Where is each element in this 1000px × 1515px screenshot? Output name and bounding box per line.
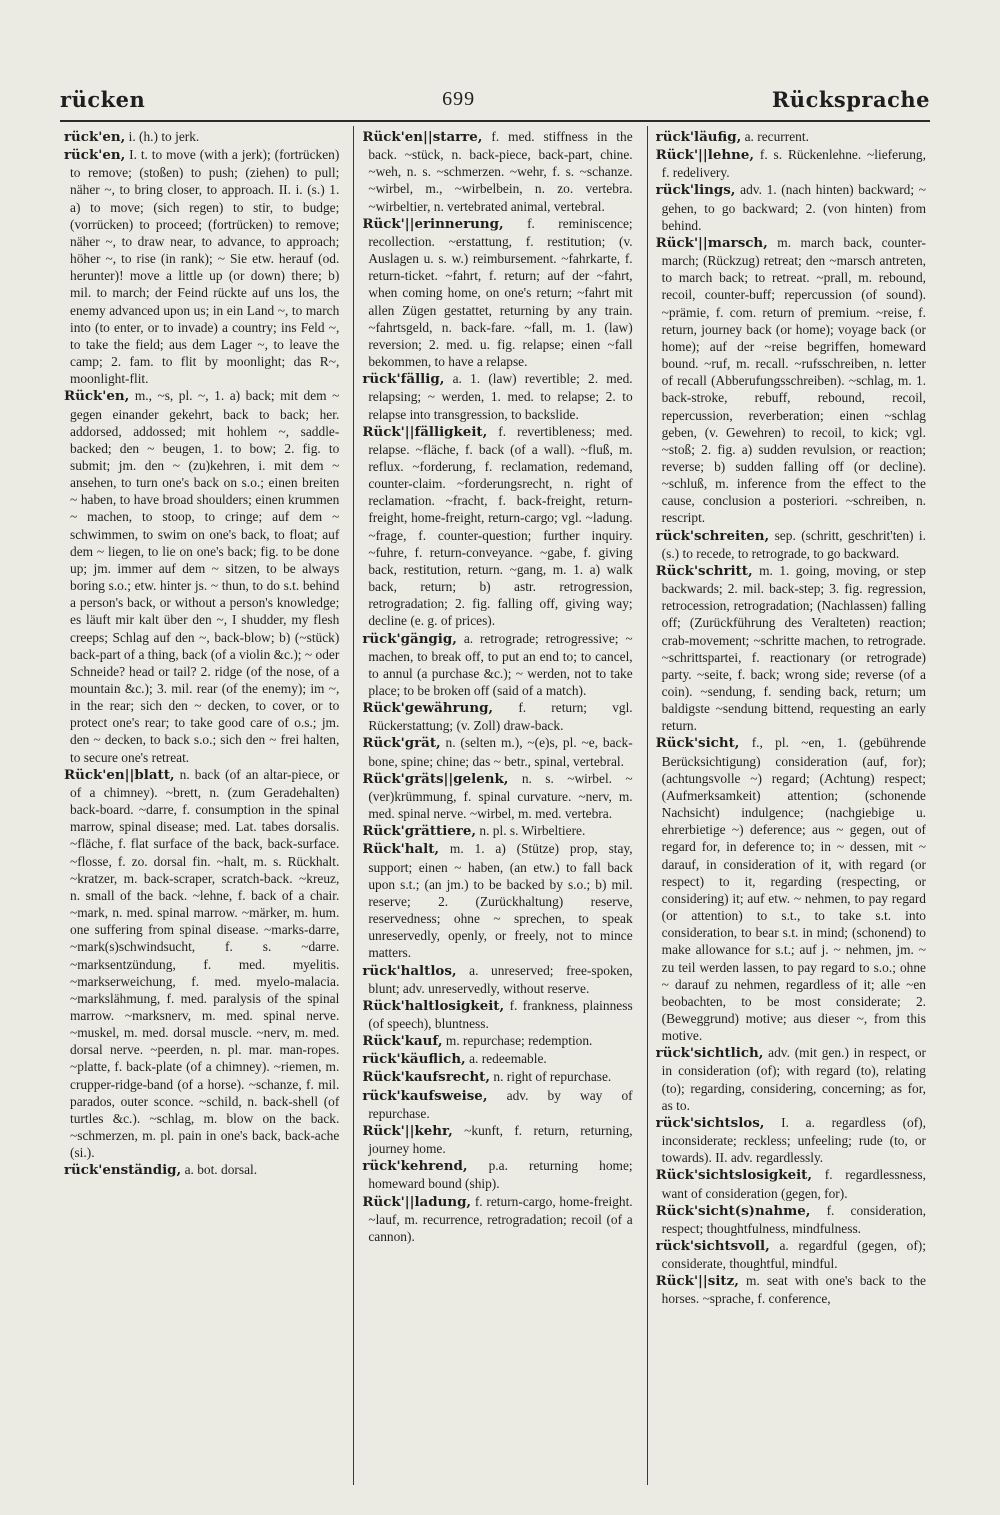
dictionary-entry: [362, 128, 632, 215]
entry-headword: rück'käuflich,: [362, 1051, 466, 1068]
entry-headword: Rück'haltlosigkeit,: [362, 997, 505, 1014]
dictionary-entry: [362, 1122, 632, 1157]
entry-definition: m. march back, counter-march; (Rückzug) retreat; den ~marsch antreten, to march back; to retreat. ~prall, m. rebound, recoil, counter-buff; repercussion (of sound). ~prämie, f. com. return of premium. ~reise, f. return, journey back (or home); voyage back (or home); auf der ~reise begriffen, homeward bound. ~ruf, m. recall. ~rufsschreiben, n. letter of recall (Abberufungsschreiben). ~schlag, m. 1. back-stroke, rebuff, rebound, recoil, repercussion, reverberation; einen ~schlag geben, (v. Gewehren) to recoil, to kick; vgl. ~stoß; 2. fig. a) sudden revulsion, or reaction; reverse; b) sudden falling off (or decline). ~schluß, m. inference from the effect to the cause, conclusion a posteriori. ~schreiben, n. rescript.: [661, 234, 926, 526]
entry-headword: Rück'kauf,: [362, 1033, 443, 1050]
entry-headword: rück'haltlos,: [362, 962, 457, 979]
dictionary-entry: [362, 997, 632, 1032]
entry-definition: adv. (mit gen.) in respect, or in consideration (of); with regard (to), relating (to); regarding, considering, concerning; as for, as to.: [661, 1045, 926, 1113]
entry-headword: Rück'sichtslosigkeit,: [655, 1167, 813, 1184]
header-right-guideword: Rücksprache: [771, 86, 930, 112]
dictionary-entry: [656, 1114, 926, 1166]
entry-headword: rück'sichtlich,: [655, 1045, 764, 1062]
entry-definition: f. med. stiffness in the back. ~stück, n. back-piece, back-part, chine. ~weh, n. s. ~schmerzen. ~wehr, f. s. ~schanze. ~wirbel, m., ~wirbelbein, n. zo. vertebra. ~wirbeltier, n. vertebrated animal, vertebral.: [368, 129, 633, 214]
dictionary-entry: [64, 128, 339, 146]
entry-headword: Rück'en||starre,: [362, 129, 483, 145]
entry-headword: rück'enständig,: [64, 1162, 182, 1179]
entry-definition: I. a. regardless (of), inconsiderate; reckless; unfeeling; rude (to, or towards). II. adv. regardlessly.: [661, 1114, 926, 1166]
entry-definition: m. repurchase; redemption.: [445, 1033, 593, 1049]
dictionary-entry: [656, 128, 926, 146]
entry-definition: f. return; vgl. Rückerstattung; (v. Zoll) draw-back.: [368, 700, 633, 734]
dictionary-entry: [656, 1044, 926, 1114]
entry-headword: Rück'||kehr,: [362, 1122, 453, 1139]
entry-headword: rück'kehrend,: [362, 1158, 468, 1175]
dictionary-entry: [656, 146, 926, 181]
entry-definition: a. unreserved; free-spoken, blunt; adv. unreservedly, without reserve.: [368, 962, 633, 996]
page-header: [60, 82, 930, 116]
entry-headword: rück'en,: [64, 147, 126, 164]
entry-headword: rück'kaufsweise,: [362, 1087, 488, 1104]
entry-definition: f. regardlessness, want of consideration (gegen, for).: [661, 1167, 926, 1201]
entry-definition: n. right of repurchase.: [493, 1069, 612, 1085]
entry-definition: i. (h.) to jerk.: [128, 129, 200, 144]
entry-definition: n. (selten m.), ~(e)s, pl. ~e, back-bone, spine; chine; das ~ betr., spinal, vertebral.: [368, 735, 633, 769]
entry-definition: p.a. returning home; homeward bound (ship).: [368, 1158, 633, 1192]
entry-definition: m. 1. a) (Stütze) prop, stay, support; einen ~ haben, (an etw.) to fall back upon s.t.; (an jm.) to be backed by s.o.; b) mil. reserve; 2. (Zurückhaltung) reserve, reservedness; ohne ~ sprechen, to speak unreservedly, openly, or freely, not to mince matters.: [368, 841, 633, 961]
entry-headword: Rück'schritt,: [655, 562, 753, 579]
entry-definition: m., ~s, pl. ~, 1. a) back; mit dem ~ gegen einander gekehrt, back to back; her. addorsed, addossed; mit hohlem ~, saddle-backed; den ~ beugen, 1. to bow; 2. fig. to submit; jm. den ~ (zu)kehren, i. mit dem ~ ansehen, to turn one's back on s.o.; einen breiten ~ haben, to have broad shoulders; einen krummen ~ machen, to stoop, to cringe; auf dem ~ schwimmen, to swim on one's back, to float; auf dem ~ liegen, to lie on one's back; fig. to be done up; jm. immer auf dem ~ sitzen, to be always boring s.o.; etw. hinter js. ~ thun, to do s.t. behind a person's back, or without a person's knowledge; es läuft mir kalt über den ~, I shudder, my flesh creeps; Schlag auf den ~, back-blow; b) (~stück) back-part of a thing, back (of a violin &c.); ~ oder Schneide? head or tail? 2. ridge (of the nose, of a mountain &c.); 3. mil. rear (of the enemy); im ~, in the rear; sich den ~ decken, to cover, or to protect one's rear; to take good care of o.s.; jm. den ~ decken, to back s.o.; sich den ~ frei halten, to secure one's retreat.: [70, 388, 340, 765]
entry-definition: sep. (schritt, geschrit'ten) i. (s.) to recede, to retrograde, to go backward.: [661, 527, 926, 561]
entry-headword: Rück'||ladung,: [362, 1193, 472, 1210]
entry-headword: Rück'||sitz,: [655, 1273, 739, 1290]
entry-definition: n. back (of an altar-piece, or of a chimney). ~brett, n. (zum Geradehalten) back-board. ~darre, f. consumption in the spinal marrow, spinal disease; med. Lat. tabes dorsalis. ~fläche, f. flat surface of the back, back-surface. ~flosse, f. zo. dorsal fin. ~halt, m. s. Rückhalt. ~kratzer, m. back-scraper, scratch-back. ~kreuz, n. small of the back. ~lehne, f. back of a chair. ~mark, n. med. spinal marrow. ~märker, m. hum. one suffering from spinal disease. ~marks-darre, ~mark(s)schwindsucht, f. s. ~darre. ~marksentzündung, f. med. myelitis. ~markserweichung, f. med. myelo-malacia. ~markslähmung, f. med. paralysis of the spinal marrow. ~marksnerv, m. med. spinal nerve. ~muskel, m. med. dorsal muscle. ~nerv, m. med. dorsal nerve. ~peerden, n. pl. mar. man-ropes. ~platte, f. back-plate (of a chimney). ~riemen, m. crupper-ridge-band (of a horse). ~schanze, f. mil. parados, outer sconce. ~schild, n. back-shell (of turtles &c.). ~schlag, m. blow on the back. ~schmerzen, m. pl. pain in one's back, back-ache (si.).: [70, 766, 340, 1161]
column-1: [60, 126, 343, 1485]
entry-definition: f. revertibleness; med. relapse. ~fläche, f. back (of a wall). ~fluß, m. reflux. ~forderung, f. reclamation, redemand, counter-claim. ~forderungsrecht, n. right of reclamation. ~fracht, f. back-freight, return-freight, home-freight, return-cargo; vgl. ~ladung. ~frage, f. counter-question; further inquiry. ~fuhre, f. return-conveyance. ~gabe, f. giving back, restitution, return. ~gang, m. 1. a) walk back, return; b) astr. retrogression, retrogradation; 2. fig. falling off, giving way; decline (e. g. of prices).: [368, 423, 633, 629]
entry-headword: rück'sichtsvoll,: [655, 1238, 770, 1254]
entry-headword: rück'fällig,: [362, 371, 445, 388]
dictionary-entry: [656, 734, 926, 1044]
dictionary-entry: [656, 234, 926, 527]
dictionary-entry: [64, 387, 339, 765]
entry-definition: m. 1. going, moving, or step backwards; 2. mil. back-step; 3. fig. regression, retrocession, retrogradation; (Nachlassen) falling off; (Zurückführung des Veralteten) reaction; crab-movement; ~schritte machen, to retrograde. ~schrittspartei, f. reactionary (or retrograde) party. ~seite, f. back; wrong side; reverse (of a coin). ~sendung, f. sending back, return; um baldigste ~sendung bittend, requesting an early return.: [661, 562, 926, 734]
entry-definition: f. consideration, respect; thoughtfulness, mindfulness.: [661, 1202, 926, 1236]
entry-definition: adv. 1. (nach hinten) backward; ~ gehen, to go backward; 2. (von hinten) from behind.: [661, 182, 926, 233]
dictionary-entry: [656, 1237, 926, 1272]
dictionary-entry: [362, 1087, 632, 1122]
page-number: 699: [442, 87, 476, 110]
entry-headword: rück'en,: [64, 129, 126, 145]
dictionary-entry: [362, 1193, 632, 1245]
dictionary-entry: [362, 630, 632, 700]
dictionary-entry: [362, 699, 632, 734]
dictionary-entry: [362, 1032, 632, 1050]
entry-headword: Rück'||erinnerung,: [362, 215, 504, 232]
entry-definition: a. bot. dorsal.: [184, 1162, 258, 1178]
entry-headword: rück'läufig,: [655, 129, 742, 145]
entry-headword: rück'schreiten,: [655, 527, 770, 544]
header-left-guideword: rücken: [60, 86, 146, 112]
column-3: [647, 126, 930, 1485]
columns: [60, 126, 930, 1485]
dictionary-entry: [656, 1166, 926, 1201]
entry-definition: adv. by way of repurchase.: [368, 1087, 633, 1121]
dictionary-entry: [362, 734, 632, 769]
entry-definition: n. pl. s. Wirbeltiere.: [479, 823, 586, 839]
entry-headword: rück'gängig,: [362, 630, 457, 647]
entry-headword: Rück'grättiere,: [362, 823, 477, 840]
dictionary-entry: [64, 146, 339, 387]
dictionary-entry: [362, 822, 632, 840]
dictionary-entry: [656, 562, 926, 735]
dictionary-entry: [362, 1050, 632, 1068]
entry-definition: m. seat with one's back to the horses. ~sprache, f. conference,: [661, 1273, 926, 1307]
entry-definition: a. regardful (gegen, of); considerate, thoughtful, mindful.: [661, 1238, 926, 1272]
dictionary-entry: [362, 1068, 632, 1086]
entry-definition: n. s. ~wirbel. ~(ver)krümmung, f. spinal curvature. ~nerv, m. med. spinal nerve. ~wirbel, m. med. vertebra.: [368, 770, 633, 822]
dictionary-entry: [656, 527, 926, 562]
entry-definition: f., pl. ~en, 1. (gebührende Berücksichtigung) consideration (auf, for); (achtungsvolle ~) regard; (Achtung) respect; (Aufmerksamkeit) attention; (schonende Nachsicht) indulgence; (nachgiebige u. ehrerbietige ~) deference; aus ~ gegen, out of regard for, in deference to; in ~ dessen, mit ~ darauf, in consideration of it, with regard (or respect) to it, regarding (respecting, or considering) it; auf etw. ~ nehmen, to pay regard (or attention) to s.t., to take s.t. into consideration, to bear s.t. in mind; (schonend) to make allowance for s.t.; auf j. ~ nehmen, jm. ~ zu teil werden lassen, to pay regard to s.o.; ohne ~ darauf zu nehmen, regardless of it; alle ~en beobachten, to be most considerate; 2. (Beweggrund) motive; aus dieser ~, from this motive.: [661, 735, 926, 1044]
dictionary-entry: [362, 962, 632, 997]
entry-headword: rück'lings,: [655, 182, 736, 199]
entry-definition: f. reminiscence; recollection. ~erstattung, f. restitution; (v. Auslagen u. s. w.) reimbursement. ~fahrkarte, f. return-ticket. ~fahrt, f. return; auf der ~fahrt, when coming home, on one's return; ~fahrt mit allen Zügen gestattet, returning by any train. ~fahrtsgeld, n. back-fare. ~fall, m. 1. (law) reversion; 2. med. u. fig. relapse; einen ~fall bekommen, to have a relapse.: [368, 215, 633, 370]
dictionary-entry: [64, 1161, 339, 1179]
dictionary-entry: [362, 370, 632, 422]
entry-headword: Rück'||lehne,: [655, 147, 755, 164]
dictionary-entry: [656, 181, 926, 233]
entry-definition: a. redeemable.: [469, 1051, 547, 1067]
entry-headword: Rück'kaufsrecht,: [362, 1069, 491, 1086]
dictionary-entry: [362, 840, 632, 961]
dictionary-entry: [64, 766, 339, 1162]
entry-headword: Rück'||marsch,: [655, 234, 768, 251]
dictionary-entry: [362, 215, 632, 370]
dictionary-entry: [362, 423, 632, 630]
dictionary-entry: [656, 1272, 926, 1307]
entry-definition: a. recurrent.: [744, 129, 809, 144]
entry-definition: a. 1. (law) revertible; 2. med. relapsing; ~ werden, 1. med. to relapse; 2. to relapse into transgression, to backslide.: [368, 371, 633, 422]
entry-definition: f. frankness, plainness (of speech), bluntness.: [368, 997, 633, 1031]
dictionary-entry: [362, 770, 632, 822]
entry-headword: Rück'sicht(s)nahme,: [655, 1202, 811, 1219]
column-2: [353, 126, 636, 1485]
entry-headword: Rück'en,: [64, 388, 130, 405]
dictionary-entry: [656, 1202, 926, 1237]
entry-definition: I. t. to move (with a jerk); (fortrücken) to remove; (stoßen) to push; (ziehen) to pull; näher ~, to bring closer, to approach. II. i. (s.) 1. a) to move; (sich regen) to stir, to budge; (vorrücken) to proceed; (fortrücken) to remove; näher ~, to draw near, to advance, to approach; höher ~, to rise (in rank); ~ Sie etw. herauf (od. herunter)! move a little up (or down) there; b) mil. to march; der Feind rückte auf uns los, the enemy advanced upon us; in ein Land ~, to march into (to enter, or to invade) a country; ins Feld ~, to take the field; aus dem Lager ~, to leave the camp; 2. fam. to flit by moonlight; das R~, moonlight-flit.: [70, 147, 340, 387]
entry-headword: Rück'||fälligkeit,: [362, 423, 488, 440]
entry-headword: Rück'grät,: [362, 735, 441, 752]
entry-headword: Rück'en||blatt,: [64, 766, 175, 783]
entry-definition: f. return-cargo, home-freight. ~lauf, m. recurrence, retrogradation; recoil (of a cannon).: [368, 1193, 633, 1244]
dictionary-entry: [362, 1157, 632, 1192]
entry-headword: Rück'gräts||gelenk,: [362, 770, 509, 787]
entry-definition: a. retrograde; retrogressive; ~ machen, to break off, to put an end to; to cancel, to annul (a purchase &c.); ~ werden, not to take place; to be broken off (said of a match).: [368, 630, 633, 698]
entry-headword: Rück'sicht,: [655, 735, 740, 752]
entry-definition: ~kunft, f. return, returning, journey home.: [368, 1122, 633, 1157]
entry-definition: f. s. Rückenlehne. ~lieferung, f. redelivery.: [661, 147, 926, 181]
entry-headword: Rück'gewährung,: [362, 700, 494, 717]
entry-headword: Rück'halt,: [362, 841, 440, 858]
entry-headword: rück'sichtslos,: [655, 1114, 765, 1131]
header-rule: [60, 120, 930, 122]
